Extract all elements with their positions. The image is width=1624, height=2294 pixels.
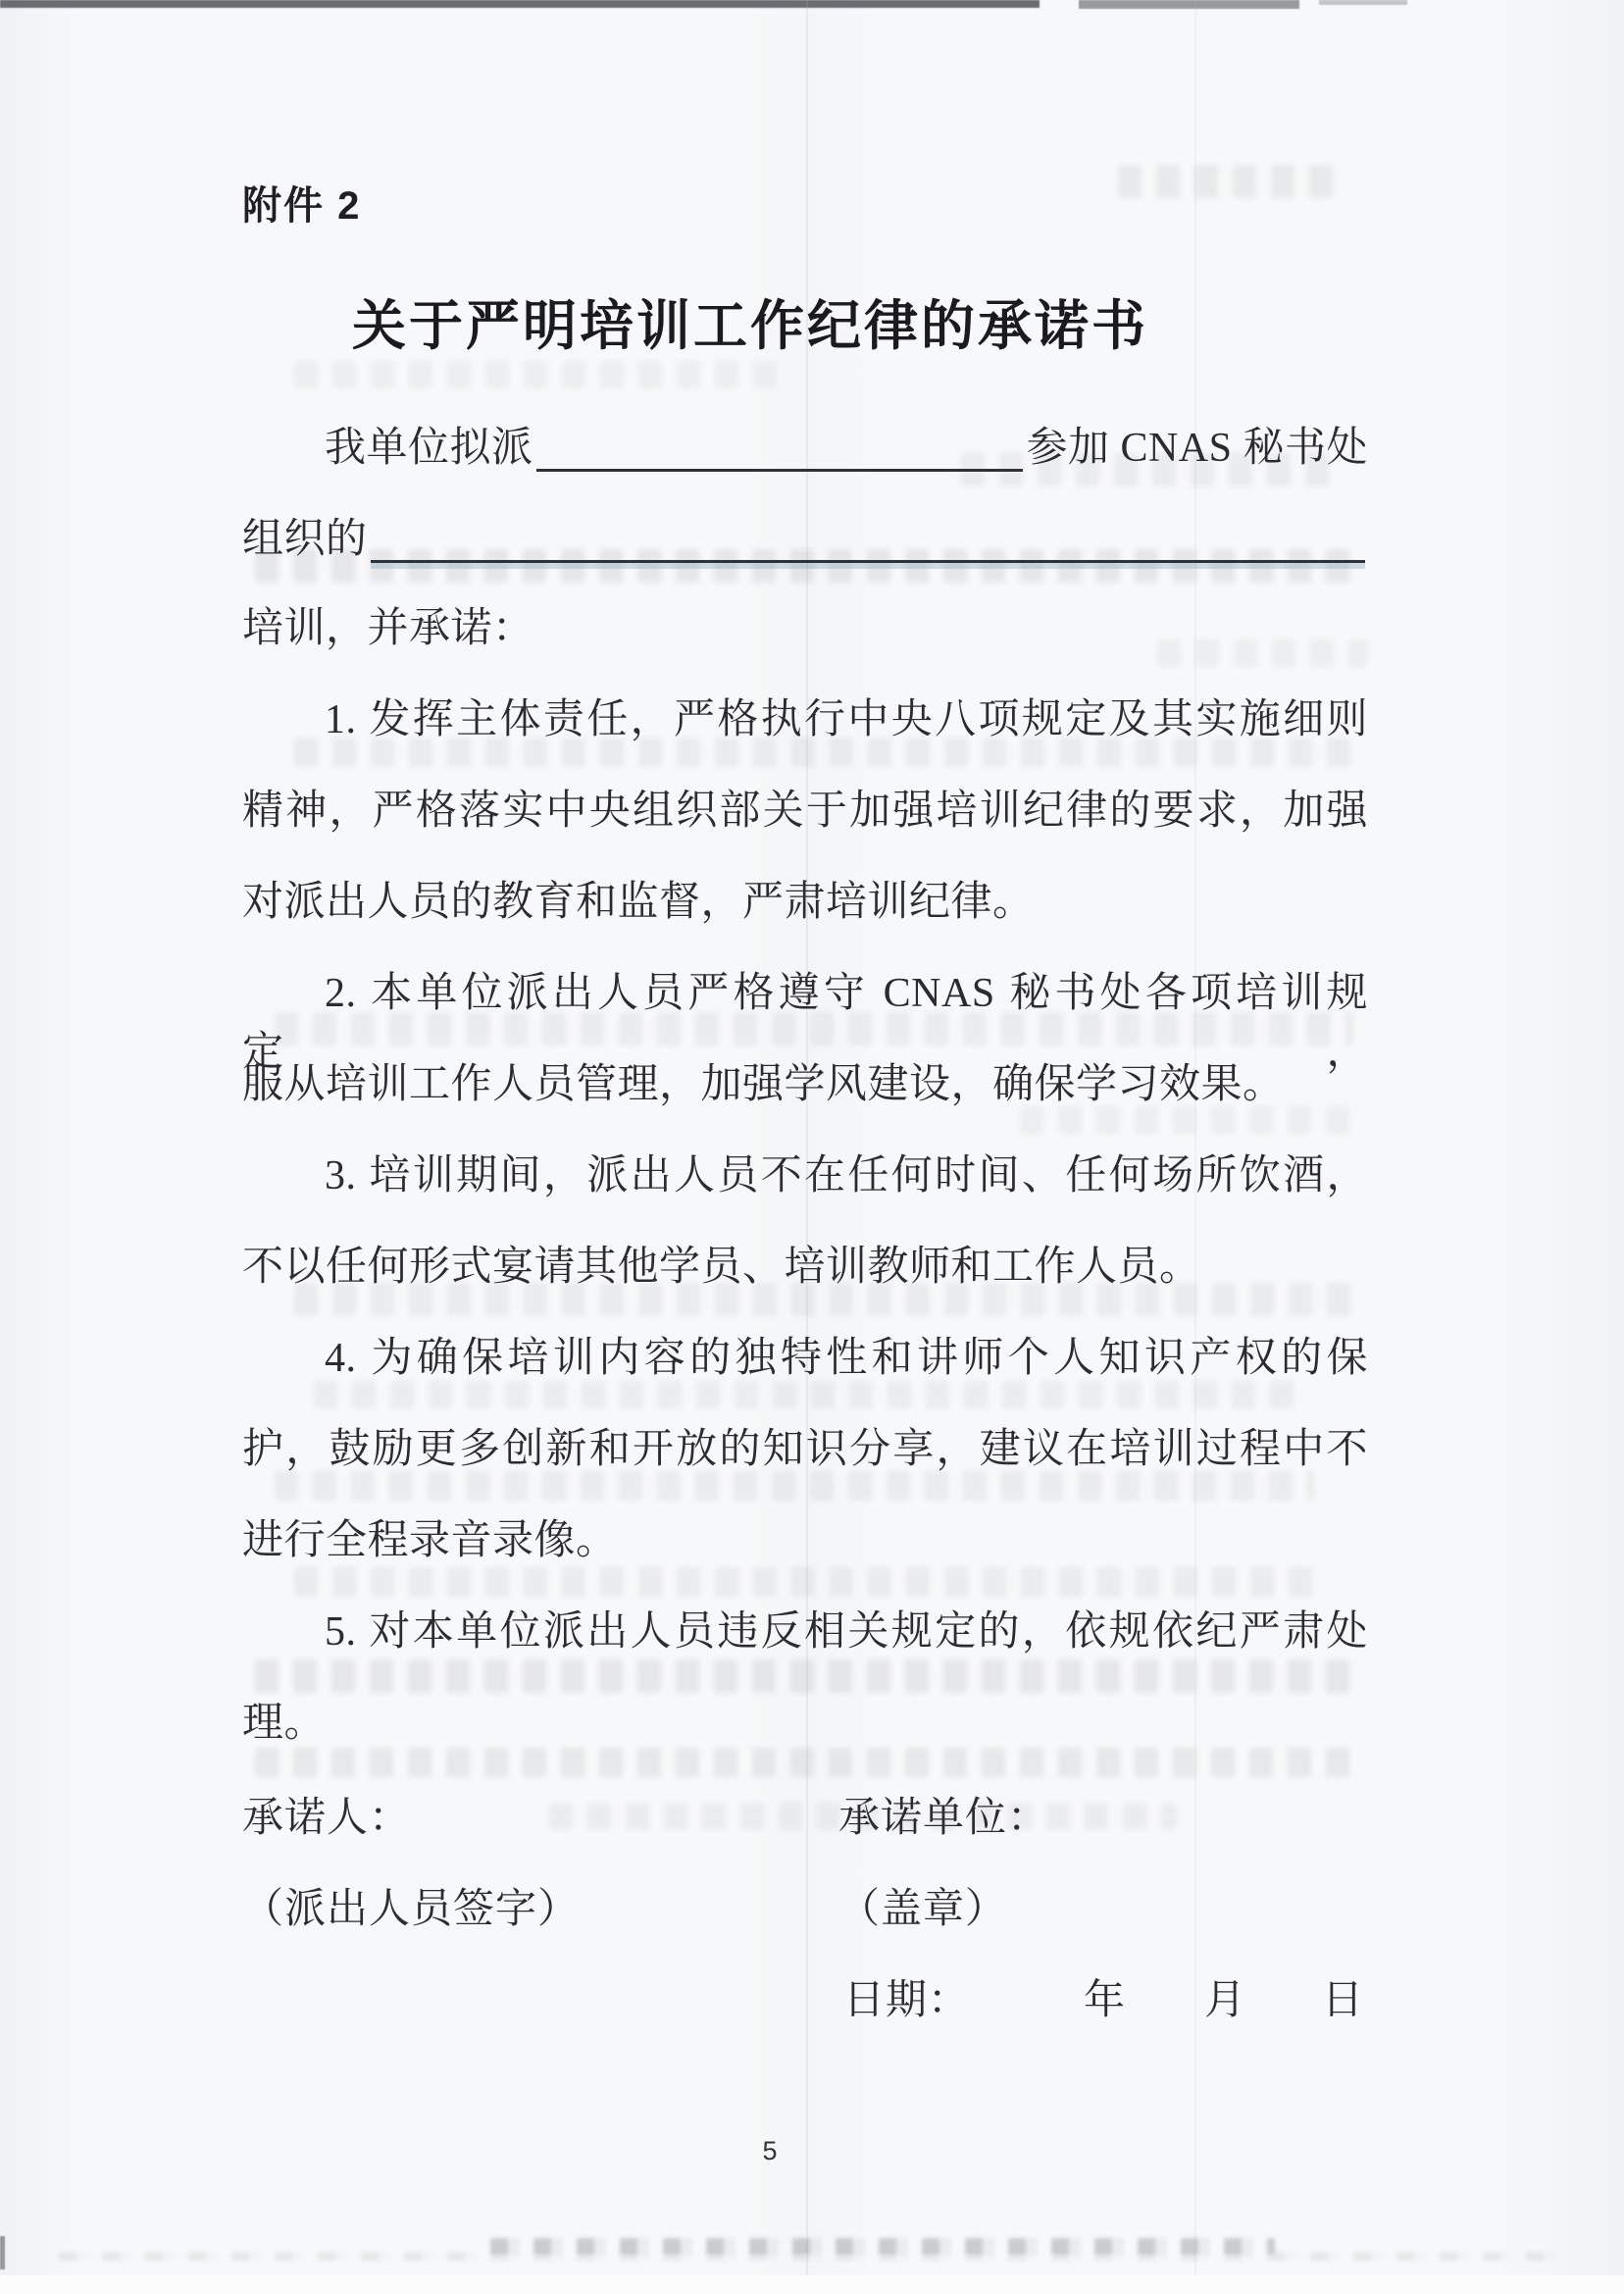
date-year-label: 年 [1084, 1978, 1127, 2023]
bleedthrough-artifact [294, 361, 785, 388]
bleedthrough-artifact [1118, 165, 1344, 198]
attachment-label: 附件 2 [242, 184, 362, 228]
body-line-item5-1: 5. 对本单位派出人员违反相关规定的，依规依纪严肃处 [325, 1609, 1368, 1655]
scan-edge-artifact [1079, 0, 1299, 9]
body-line-item1-2: 精神，严格落实中央组织部关于加强培训纪律的要求，加强 [242, 789, 1368, 834]
fill-in-blank-trainee-name [536, 420, 1024, 472]
body-line-item4-1: 4. 为确保培训内容的独特性和讲师个人知识产权的保 [325, 1336, 1368, 1381]
scan-edge-artifact [1319, 0, 1407, 5]
page-number: 5 [762, 2136, 778, 2166]
promiser-sign-note: （派出人员签字） [242, 1887, 581, 1932]
opening-text-pre2: 组织的 [242, 517, 368, 562]
body-line-item2-2: 服从培训工作人员管理，加强学风建设，确保学习效果。 [242, 1062, 1285, 1107]
promiser-label: 承诺人： [242, 1796, 412, 1841]
opening-text-pre: 我单位拟派 [325, 426, 533, 471]
date-label: 日期： [843, 1978, 971, 2023]
body-line-item4-3: 进行全程录音录像。 [242, 1518, 618, 1563]
scan-edge-artifact [0, 2275, 1624, 2294]
fill-in-blank-course-name [371, 511, 1365, 563]
body-line-item5-2: 理。 [242, 1701, 327, 1746]
body-line-item3-2: 不以任何形式宴请其他学员、培训教师和工作人员。 [242, 1245, 1201, 1290]
document-title: 关于严明培训工作纪律的承诺书 [351, 295, 1148, 356]
bleedthrough-artifact [255, 1659, 1363, 1693]
body-line-opening-1 [242, 417, 1368, 478]
opening-text-post: 参加 CNAS 秘书处 [1026, 426, 1368, 471]
unit-seal-note: （盖章） [838, 1887, 1008, 1932]
body-line-item4-2: 护，鼓励更多创新和开放的知识分享，建议在培训过程中不 [242, 1427, 1368, 1472]
scan-edge-artifact [0, 2236, 5, 2269]
unit-label: 承诺单位： [838, 1796, 1050, 1841]
scan-edge-artifact [59, 2252, 1569, 2261]
body-line-opening-2 [242, 508, 1368, 569]
body-line-item2-1: 2. 本单位派出人员严格遵守 CNAS 秘书处各项培训规定， [242, 971, 1368, 1075]
body-line-item1-3: 对派出人员的教育和监督，严肃培训纪律。 [242, 880, 1035, 925]
scan-edge-artifact [0, 0, 1040, 8]
body-line-opening-3: 培训，并承诺： [242, 606, 534, 651]
date-month-label: 月 [1204, 1978, 1247, 2023]
body-line-item1-1: 1. 发挥主体责任，严格执行中央八项规定及其实施细则 [325, 697, 1368, 742]
date-day-label: 日 [1322, 1978, 1365, 2023]
body-line-item3-1: 3. 培训期间，派出人员不在任何时间、任何场所饮酒， [325, 1153, 1368, 1198]
